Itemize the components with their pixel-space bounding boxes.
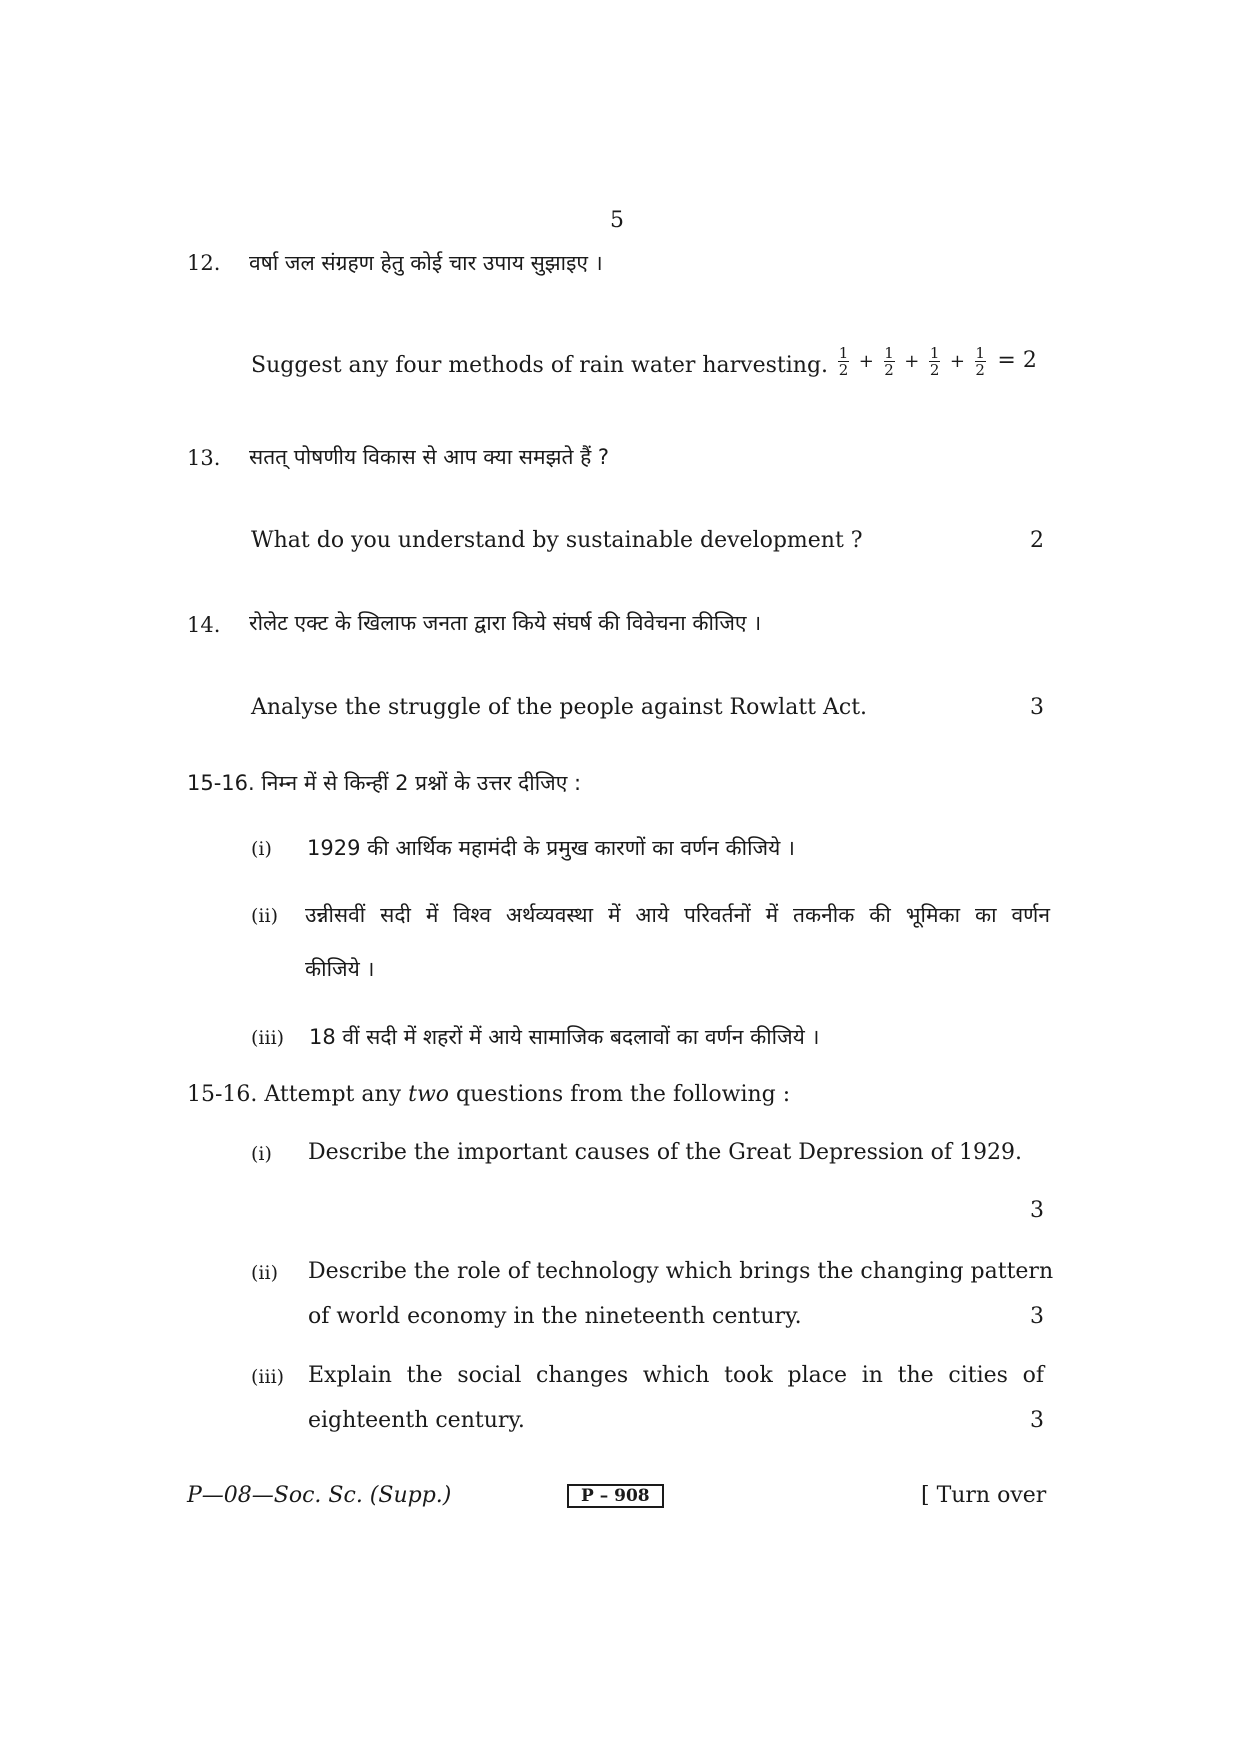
fraction-half-2: $\frac{1}{2}$ bbox=[884, 344, 894, 379]
q12-english: Suggest any four methods of rain water harvesting. bbox=[251, 353, 829, 378]
page-number: 5 bbox=[610, 208, 624, 233]
english-item-text: Describe the important causes of the Great Depression of 1929. bbox=[308, 1140, 1022, 1165]
fraction-half-3: $\frac{1}{2}$ bbox=[929, 344, 940, 379]
hindi-item-text: 1929 की आर्थिक महामंदी के प्रमुख कारणों का वर्णन कीजिये । bbox=[307, 836, 795, 860]
q14-number: 14. bbox=[187, 613, 221, 637]
plus-sign: + bbox=[904, 350, 920, 372]
english-item-label: (i) bbox=[251, 1143, 272, 1165]
plus-sign: + bbox=[858, 350, 874, 372]
q14-marks: 3 bbox=[1030, 695, 1044, 720]
hindi-item-label: (ii) bbox=[251, 905, 278, 927]
q13-marks: 2 bbox=[1030, 528, 1044, 553]
english-item-text-cont: eighteenth century. bbox=[308, 1408, 525, 1433]
english-item-marks: 3 bbox=[1030, 1408, 1044, 1433]
hindi-item-text: उन्नीसवीं सदी में विश्व अर्थव्यवस्था में आये परिवर्तनों में तकनीक की भूमिका का वर्णन bbox=[305, 903, 1050, 927]
hindi-item-label: (i) bbox=[251, 838, 272, 860]
hindi-item-label: (iii) bbox=[251, 1027, 285, 1049]
english-item-label: (iii) bbox=[251, 1366, 285, 1388]
q12-hindi: वर्षा जल संग्रहण हेतु कोई चार उपाय सुझाइए । bbox=[249, 251, 603, 275]
q13-number: 13. bbox=[187, 446, 221, 470]
q12-marks: = 2 bbox=[997, 347, 1037, 373]
q13-english: What do you understand by sustainable development ? bbox=[251, 528, 863, 553]
q14-english: Analyse the struggle of the people against Rowlatt Act. bbox=[251, 695, 868, 720]
footer-booklet-code: P – 908 bbox=[567, 1484, 664, 1508]
footer-paper-code: P—08—Soc. Sc. (Supp.) bbox=[187, 1483, 452, 1508]
english-item-text: Explain the social changes which took place in the cities of bbox=[308, 1363, 1044, 1388]
q12-marks-fractions bbox=[838, 345, 1037, 378]
q14-hindi: रोलेट एक्ट के खिलाफ जनता द्वारा किये संघर्ष की विवेचना कीजिए । bbox=[249, 611, 762, 635]
hindi-item-text-cont: कीजिये । bbox=[305, 957, 375, 981]
fraction-half-4: $\frac{1}{2}$ bbox=[975, 344, 985, 379]
q15-16-english-instruction: 15-16. Attempt any two questions from the following : bbox=[187, 1082, 791, 1107]
english-item-marks: 3 bbox=[1030, 1198, 1044, 1223]
english-item-marks: 3 bbox=[1030, 1304, 1044, 1329]
english-item-label: (ii) bbox=[251, 1262, 278, 1284]
footer-turn-over: [ Turn over bbox=[921, 1483, 1047, 1508]
q12-number: 12. bbox=[187, 251, 221, 275]
q15-16-hindi-instruction: 15-16. निम्न में से किन्हीं 2 प्रश्नों के उत्तर दीजिए : bbox=[187, 771, 582, 795]
plus-sign: + bbox=[949, 350, 965, 372]
q13-hindi: सतत् पोषणीय विकास से आप क्या समझते हैं ? bbox=[249, 445, 610, 469]
hindi-item-text: 18 वीं सदी में शहरों में आये सामाजिक बदलावों का वर्णन कीजिये । bbox=[309, 1025, 820, 1049]
english-item-text-cont: of world economy in the nineteenth century. bbox=[308, 1304, 802, 1329]
fraction-half-1: $\frac{1}{2}$ bbox=[838, 344, 849, 379]
english-item-text: Describe the role of technology which brings the changing pattern bbox=[308, 1259, 1054, 1284]
